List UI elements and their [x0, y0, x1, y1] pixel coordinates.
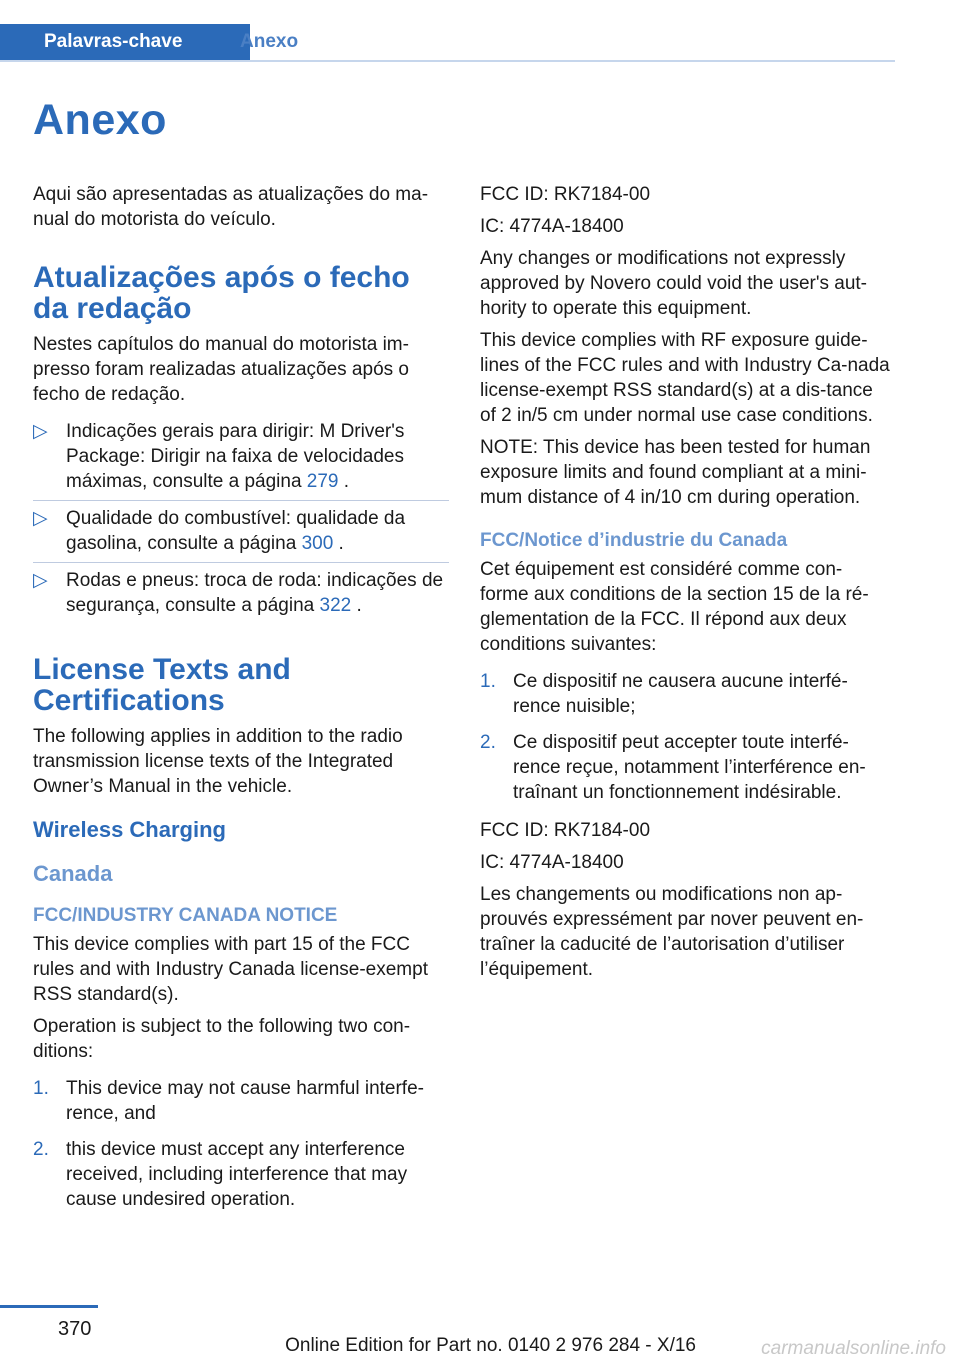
- page-link-279[interactable]: 279: [306, 471, 339, 492]
- fcc-id-fr: FCC ID: RK7184-00: [480, 820, 651, 841]
- heading-updates: Atualizações após o fecho da redação: [33, 261, 410, 325]
- updates-paragraph: Nestes capítulos do manual do motorista im-presso foram realizadas atualizações após o fecho de redação.: [33, 334, 409, 405]
- list-item-end: .: [351, 595, 362, 616]
- conditions-list: [33, 1071, 449, 1218]
- license-paragraph: The following applies in addition to the radio transmission license texts of the Integrated Owner’s Manual in the vehicle.: [33, 726, 403, 797]
- ic-number: IC: 4774A-18400: [480, 216, 624, 237]
- tab-divider: [0, 60, 895, 62]
- fcc-paragraph-1: This device complies with part 15 of the FCC rules and with Industry Canada license-exempt RSS standard(s).: [33, 934, 428, 1005]
- list-item: [33, 414, 449, 501]
- left-column: [33, 182, 449, 1225]
- list-item: [33, 501, 449, 563]
- list-item-text: Rodas e pneus: troca de roda: indicações de segurança, consulte a página: [66, 570, 444, 616]
- page-link-300[interactable]: 300: [301, 533, 334, 554]
- footer-rule: [0, 1305, 98, 1308]
- list-number: 2.: [480, 732, 496, 753]
- edition-line: Online Edition for Part no. 0140 2 976 284 - X/16: [285, 1335, 696, 1356]
- watermark: carmanualsonline.info: [761, 1338, 946, 1359]
- triangle-bullet-icon: ▷: [33, 508, 48, 529]
- heading-fcc-notice: FCC/INDUSTRY CANADA NOTICE: [33, 905, 338, 926]
- tab-anexo[interactable]: Anexo: [240, 31, 299, 52]
- fr-paragraph: Cet équipement est considéré comme con-forme aux conditions de la section 15 de la ré-glementation de la FCC. Il répond aux deux conditions suivantes:: [480, 559, 869, 655]
- list-item: [33, 1071, 449, 1132]
- fcc-paragraph-2: Operation is subject to the following two con-ditions:: [33, 1016, 411, 1062]
- list-item-text: Ce dispositif peut accepter toute interfé-rence reçue, notamment l’interférence en-traînant un fonctionnement indésirable.: [513, 732, 866, 803]
- heading-canada: Canada: [33, 861, 113, 886]
- list-number: 1.: [33, 1078, 49, 1099]
- fr-changes-paragraph: Les changements ou modifications non ap-prouvés expressément par nover peuvent en-traîner la caducité de l’autorisation d’utiliser l’équipement.: [480, 884, 864, 980]
- list-item-text: Ce dispositif ne causera aucune interfé-rence nuisible;: [513, 671, 848, 717]
- list-item-end: .: [338, 471, 350, 492]
- right-column: [480, 182, 890, 989]
- list-item-text: Qualidade do combustível: qualidade da gasolina, consulte a página: [66, 508, 406, 554]
- changes-paragraph: Any changes or modifications not expressly approved by Novero could void the user's aut-hority to operate this equipment.: [480, 248, 868, 319]
- list-item: [33, 1132, 449, 1218]
- page-number: 370: [58, 1318, 92, 1340]
- list-item: [33, 563, 449, 624]
- triangle-bullet-icon: ▷: [33, 570, 48, 591]
- list-item-end: .: [333, 533, 344, 554]
- heading-license: License Texts and Certifications: [33, 653, 291, 717]
- ic-number-fr: IC: 4774A-18400: [480, 852, 624, 873]
- fcc-id: FCC ID: RK7184-00: [480, 184, 651, 205]
- intro-paragraph: Aqui são apresentadas as atualizações do ma-nual do motorista do veículo.: [33, 184, 429, 230]
- triangle-bullet-icon: ▷: [33, 421, 48, 442]
- heading-notice-fr: FCC/Notice d’industrie du Canada: [480, 530, 788, 551]
- page-title: Anexo: [33, 96, 167, 144]
- list-item: [480, 725, 890, 811]
- tab-palavras-chave[interactable]: Palavras-chave: [0, 24, 250, 60]
- updates-list: [33, 414, 449, 624]
- rf-paragraph: This device complies with RF exposure guide-lines of the FCC rules and with Industry Ca-nada license-exempt RSS standard(s) at a dis-tance of 2 in/5 cm under normal use case conditions.: [480, 330, 890, 426]
- list-item-text: this device must accept any interference received, including interference that may cause undesired operation.: [66, 1139, 408, 1210]
- list-number: 2.: [33, 1139, 49, 1160]
- fr-conditions-list: [480, 664, 890, 811]
- note-paragraph: NOTE: This device has been tested for human exposure limits and found compliant at a mini-mum distance of 4 in/10 cm during operation.: [480, 437, 871, 508]
- list-item-text: This device may not cause harmful interfe-rence, and: [66, 1078, 424, 1124]
- header-tabbar: [0, 24, 895, 62]
- page-link-322[interactable]: 322: [319, 595, 352, 616]
- list-number: 1.: [480, 671, 496, 692]
- list-item: [480, 664, 890, 725]
- heading-wireless-charging: Wireless Charging: [33, 817, 226, 842]
- list-item-text: Indicações gerais para dirigir: M Driver's Package: Dirigir na faixa de velocidades máximas, consulte a página: [66, 421, 405, 492]
